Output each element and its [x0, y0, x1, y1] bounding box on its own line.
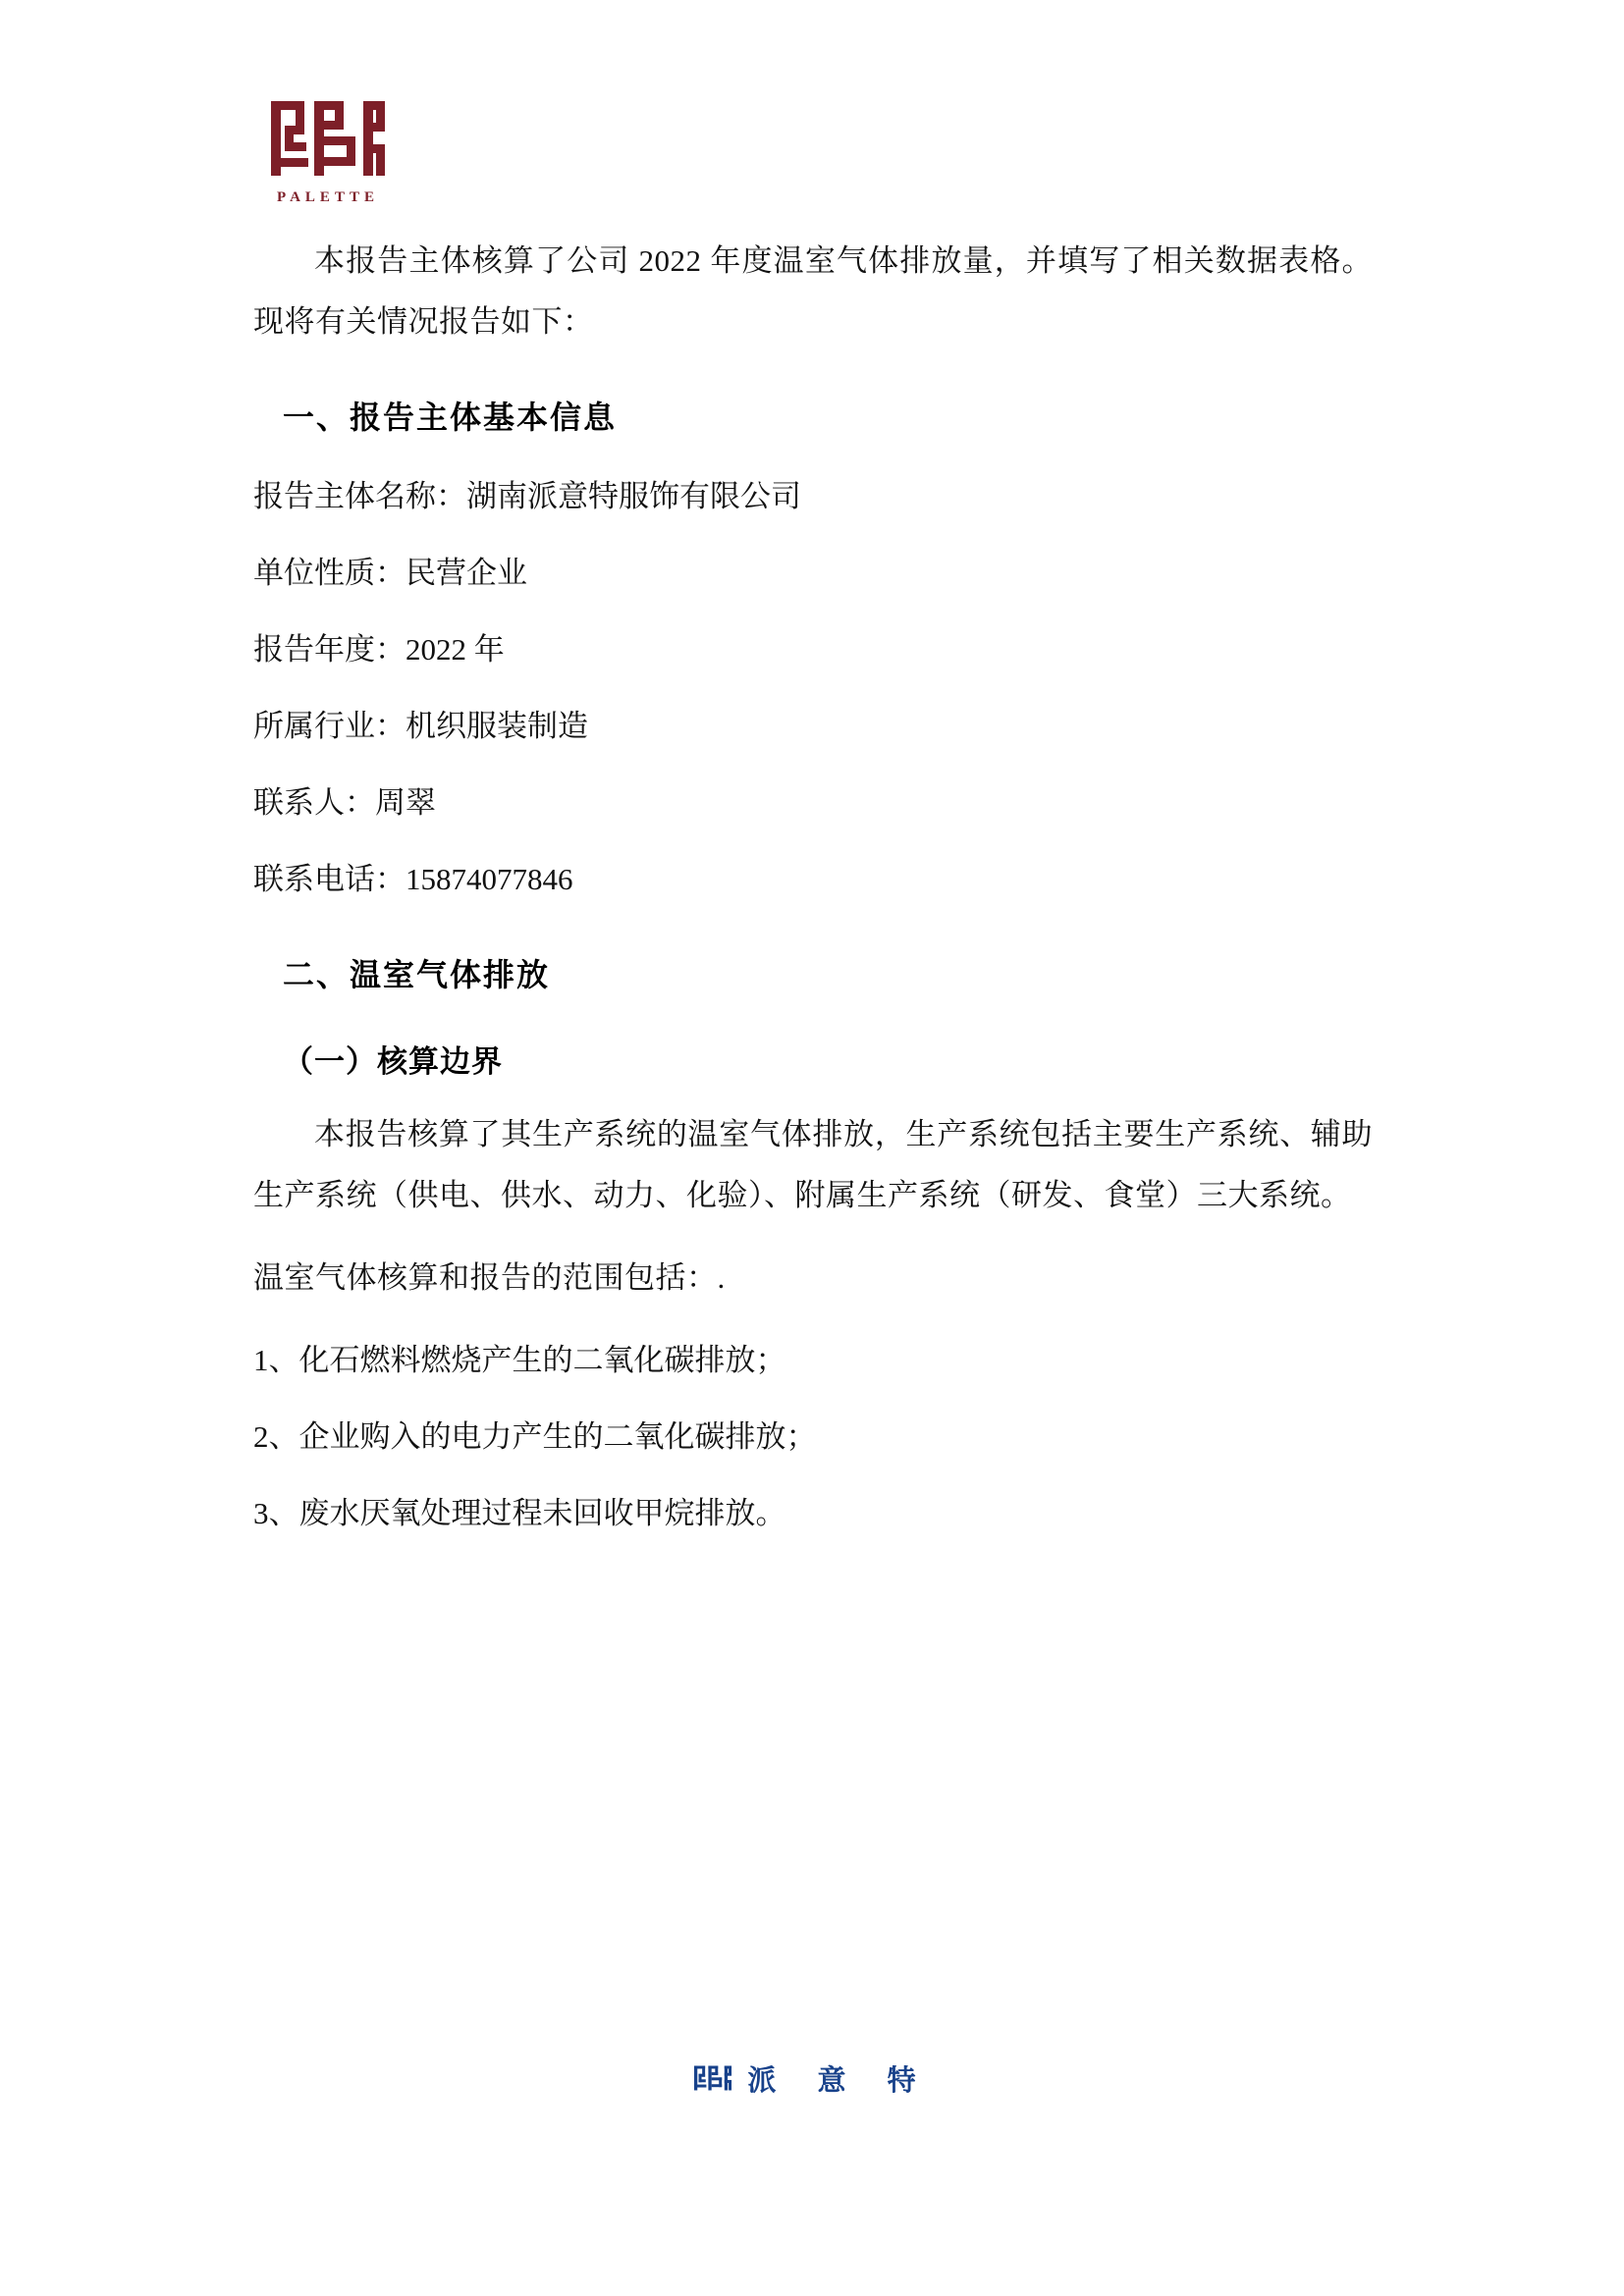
- section-heading-1: 一、报告主体基本信息: [283, 399, 618, 436]
- list-item: 3、废水厌氧处理过程未回收甲烷排放。: [253, 1496, 786, 1530]
- field-contact-phone: 联系电话：15874077846: [253, 862, 573, 896]
- document-body: [253, 0, 1373, 1560]
- palette-seal-logo-small-icon: [692, 2056, 733, 2100]
- field-entity-type: 单位性质：民营企业: [253, 556, 527, 590]
- boundary-paragraph-2: 温室气体核算和报告的范围包括：.: [253, 1260, 726, 1295]
- list-item: 1、化石燃料燃烧产生的二氧化碳排放；: [253, 1343, 786, 1377]
- footer-brand-text: 派 意 特: [747, 2062, 932, 2097]
- field-entity-name: 报告主体名称：湖南派意特服饰有限公司: [253, 479, 801, 513]
- field-report-year: 报告年度：2022 年: [253, 632, 505, 667]
- list-item: 2、企业购入的电力产生的二氧化碳排放；: [253, 1419, 817, 1454]
- intro-paragraph: 本报告主体核算了公司 2022 年度温室气体排放量，并填写了相关数据表格。现将有关情况报告如下：: [253, 243, 1373, 339]
- section-heading-2: 二、温室气体排放: [283, 956, 551, 993]
- logo-wordmark: PALETTE: [277, 189, 379, 205]
- boundary-paragraph-1: 本报告核算了其生产系统的温室气体排放，生产系统包括主要生产系统、辅助生产系统（供电、供水、动力、化验）、附属生产系统（研发、食堂）三大系统。: [253, 1117, 1373, 1212]
- page-footer: [0, 2056, 1624, 2100]
- subsection-heading-boundary: （一）核算边界: [283, 1044, 503, 1080]
- field-industry: 所属行业：机织服装制造: [253, 709, 588, 743]
- field-contact-person: 联系人：周翠: [253, 785, 436, 820]
